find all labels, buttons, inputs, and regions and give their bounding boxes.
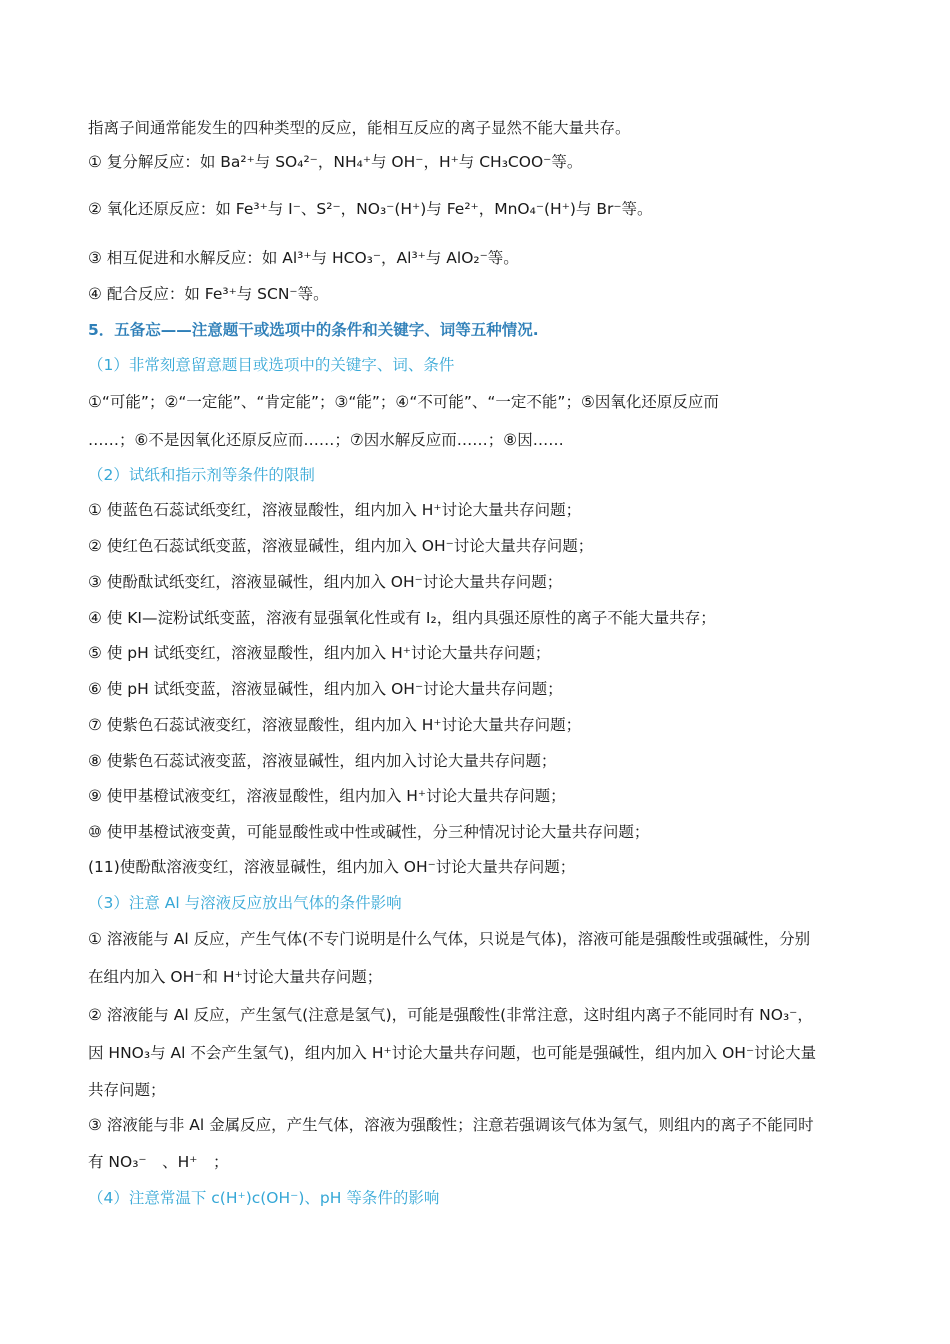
subsection-heading: （4）注意常温下 c(H⁺)c(OH⁻)、pH 等条件的影响: [88, 1189, 440, 1207]
text-line: ⑨ 使甲基橙试液变红，溶液显酸性，组内加入 H⁺讨论大量共存问题；: [88, 787, 566, 805]
text-line: ③ 溶液能与非 Al 金属反应，产生气体，溶液为强酸性；注意若强调该气体为氢气，则组内的离子不能同时: [88, 1116, 814, 1134]
subsection-heading: （1）非常刻意留意题目或选项中的关键字、词、条件: [88, 356, 455, 374]
subsection-heading: （2）试纸和指示剂等条件的限制: [88, 466, 315, 484]
text-line: ④ 使 KI—淀粉试纸变蓝，溶液有显强氧化性或有 I₂，组内具强还原性的离子不能大量共存；: [88, 609, 716, 627]
text-line: ③ 相互促进和水解反应：如 Al³⁺与 HCO₃⁻，Al³⁺与 AlO₂⁻等。: [88, 249, 519, 267]
text-line: ⑦ 使紫色石蕊试液变红，溶液显酸性，组内加入 H⁺讨论大量共存问题；: [88, 716, 582, 734]
text-line: ① 使蓝色石蕊试纸变红，溶液显酸性，组内加入 H⁺讨论大量共存问题；: [88, 501, 582, 519]
text-line: ③ 使酚酞试纸变红，溶液显碱性，组内加入 OH⁻讨论大量共存问题；: [88, 573, 563, 591]
text-line: 因 HNO₃与 Al 不会产生氢气)，组内加入 H⁺讨论大量共存问题，也可能是强碱性，组内加入 OH⁻讨论大量: [88, 1044, 817, 1062]
text-line: ⑩ 使甲基橙试液变黄，可能显酸性或中性或碱性，分三种情况讨论大量共存问题；: [88, 823, 650, 841]
subsection-heading: （3）注意 Al 与溶液反应放出气体的条件影响: [88, 894, 402, 912]
text-line: ⑧ 使紫色石蕊试液变蓝，溶液显碱性，组内加入讨论大量共存问题；: [88, 752, 557, 770]
text-line: (11)使酚酞溶液变红，溶液显碱性，组内加入 OH⁻讨论大量共存问题；: [88, 858, 576, 876]
text-line: ① 复分解反应：如 Ba²⁺与 SO₄²⁻，NH₄⁺与 OH⁻，H⁺与 CH₃COO⁻等。: [88, 153, 583, 171]
text-line: ② 氧化还原反应：如 Fe³⁺与 I⁻、S²⁻，NO₃⁻(H⁺)与 Fe²⁺，MnO₄⁻(H⁺)与 Br⁻等。: [88, 200, 653, 218]
text-line: ⑥ 使 pH 试纸变蓝，溶液显碱性，组内加入 OH⁻讨论大量共存问题；: [88, 680, 563, 698]
text-line: 在组内加入 OH⁻和 H⁺讨论大量共存问题；: [88, 968, 383, 986]
text-line: ⑤ 使 pH 试纸变红，溶液显酸性，组内加入 H⁺讨论大量共存问题；: [88, 644, 551, 662]
text-line: ①“可能”；②“一定能”、“肯定能”；③“能”；④“不可能”、“一定不能”；⑤因氧化还原反应而: [88, 393, 719, 411]
text-line: 共存问题；: [88, 1081, 166, 1099]
text-line: 有 NO₃⁻ 、H⁺ ；: [88, 1153, 229, 1171]
text-line: ④ 配合反应：如 Fe³⁺与 SCN⁻等。: [88, 285, 329, 303]
text-line: ② 使红色石蕊试纸变蓝，溶液显碱性，组内加入 OH⁻讨论大量共存问题；: [88, 537, 594, 555]
text-line: 指离子间通常能发生的四种类型的反应，能相互反应的离子显然不能大量共存。: [88, 119, 631, 137]
text-line: ① 溶液能与 Al 反应，产生气体(不专门说明是什么气体，只说是气体)，溶液可能是强酸性或强碱性，分别: [88, 930, 811, 948]
text-line: ……；⑥不是因氧化还原反应而……；⑦因水解反应而……；⑧因……: [88, 431, 564, 449]
text-line: ② 溶液能与 Al 反应，产生氢气(注意是氢气)，可能是强酸性(非常注意，这时组内离子不能同时有 NO₃⁻，: [88, 1006, 813, 1024]
section-heading: 5．五备忘——注意题干或选项中的条件和关键字、词等五种情况.: [88, 321, 539, 339]
